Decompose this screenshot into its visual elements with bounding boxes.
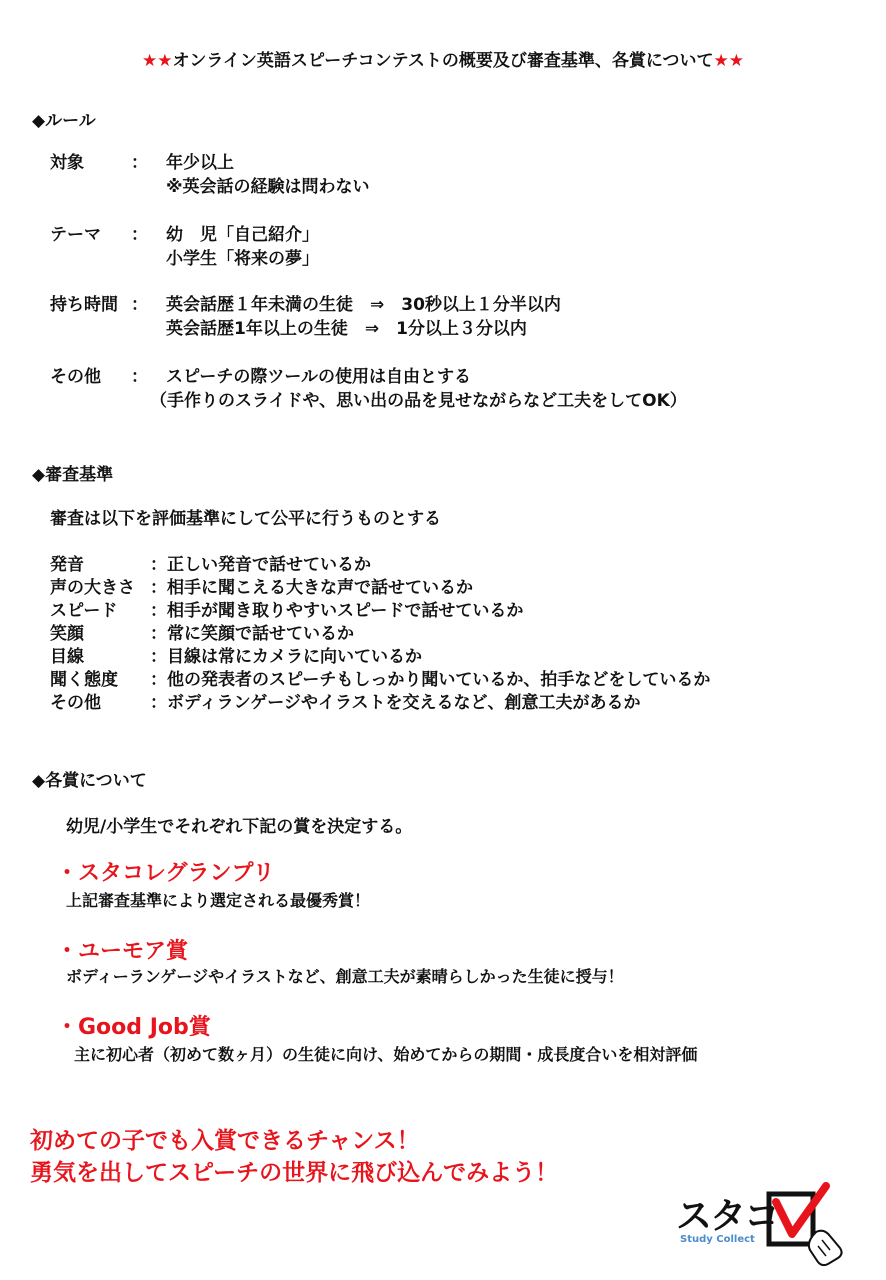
criteria-label: 声の大きさ	[50, 578, 135, 598]
criteria-text: ：常に笑顔で話せているか	[150, 624, 354, 644]
cta-line-1: 初めての子でも入賞できるチャンス！	[30, 1128, 420, 1154]
criteria-text: ：正しい発音で話せているか	[150, 555, 371, 575]
award-desc: 主に初心者（初めて数ヶ月）の生徒に向け、始めてからの期間・成長度合いを相対評価	[74, 1045, 698, 1064]
brand-logo	[676, 1182, 856, 1268]
page-title	[0, 46, 886, 71]
rule-value: 英会話歴1年以上の生徒 ⇒ 1分以上３分以内	[166, 319, 527, 339]
rule-value: 幼 児「自己紹介」	[166, 225, 319, 245]
criteria-heading: ◆審査基準	[32, 465, 114, 485]
criteria-text: ：ボディランゲージやイラストを交えるなど、創意工夫があるか	[150, 693, 641, 713]
criteria-label: その他	[50, 693, 101, 713]
star-icon-left: ★★	[141, 51, 173, 71]
rule-value: 小学生「将来の夢」	[166, 249, 319, 269]
rule-colon: ：	[131, 153, 148, 173]
criteria-intro: 審査は以下を評価基準にして公平に行うものとする	[50, 509, 441, 529]
rule-value: 英会話歴１年未満の生徒 ⇒ 30秒以上１分半以内	[166, 295, 561, 315]
award-desc: 上記審査基準により選定される最優秀賞！	[66, 891, 371, 910]
page-title-text: オンライン英語スピーチコンテストの概要及び審査基準、各賞について	[172, 51, 714, 71]
rule-label-theme: テーマ	[50, 225, 101, 245]
criteria-text: ：相手に聞こえる大きな声で話せているか	[150, 578, 473, 598]
criteria-label: 笑顔	[50, 624, 84, 644]
rule-value: 年少以上	[166, 153, 234, 173]
rule-colon: ：	[131, 367, 148, 387]
rule-colon: ：	[131, 295, 148, 315]
criteria-text: ：相手が聞き取りやすいスピードで話せているか	[150, 601, 524, 621]
rule-label-time: 持ち時間	[50, 295, 118, 315]
rule-value: （手作りのスライドや、思い出の品を見せながらなど工夫をしてOK）	[150, 391, 687, 411]
criteria-text: ：他の発表者のスピーチもしっかり聞いているか、拍手などをしているか	[150, 670, 711, 690]
rules-heading: ◆ルール	[32, 111, 96, 131]
logo-main-text: スタコ	[676, 1196, 779, 1237]
awards-heading: ◆各賞について	[32, 771, 147, 791]
rule-value: スピーチの際ツールの使用は自由とする	[166, 367, 471, 387]
star-icon-right: ★★	[713, 51, 745, 71]
award-title-grandprix: ・スタコレグランプリ	[56, 861, 275, 886]
award-title-humor: ・ユーモア賞	[56, 939, 189, 964]
rule-value: ※英会話の経験は問わない	[166, 177, 370, 197]
rule-label-target: 対象	[50, 153, 84, 173]
award-desc: ボディーランゲージやイラストなど、創意工夫が素晴らしかった生徒に授与！	[66, 967, 624, 986]
criteria-label: 発音	[50, 555, 84, 575]
criteria-label: 目線	[50, 647, 84, 667]
rule-colon: ：	[131, 225, 148, 245]
criteria-label: 聞く態度	[50, 670, 118, 690]
logo-sub-text: Study Collect	[680, 1234, 755, 1245]
criteria-label: スピード	[50, 601, 118, 621]
rule-label-other: その他	[50, 367, 101, 387]
awards-intro: 幼児/小学生でそれぞれ下記の賞を決定する。	[66, 817, 413, 837]
award-title-goodjob: ・Good Job賞	[56, 1015, 211, 1040]
cta-line-2: 勇気を出してスピーチの世界に飛び込んでみよう！	[30, 1160, 559, 1186]
criteria-text: ：目線は常にカメラに向いているか	[150, 647, 422, 667]
